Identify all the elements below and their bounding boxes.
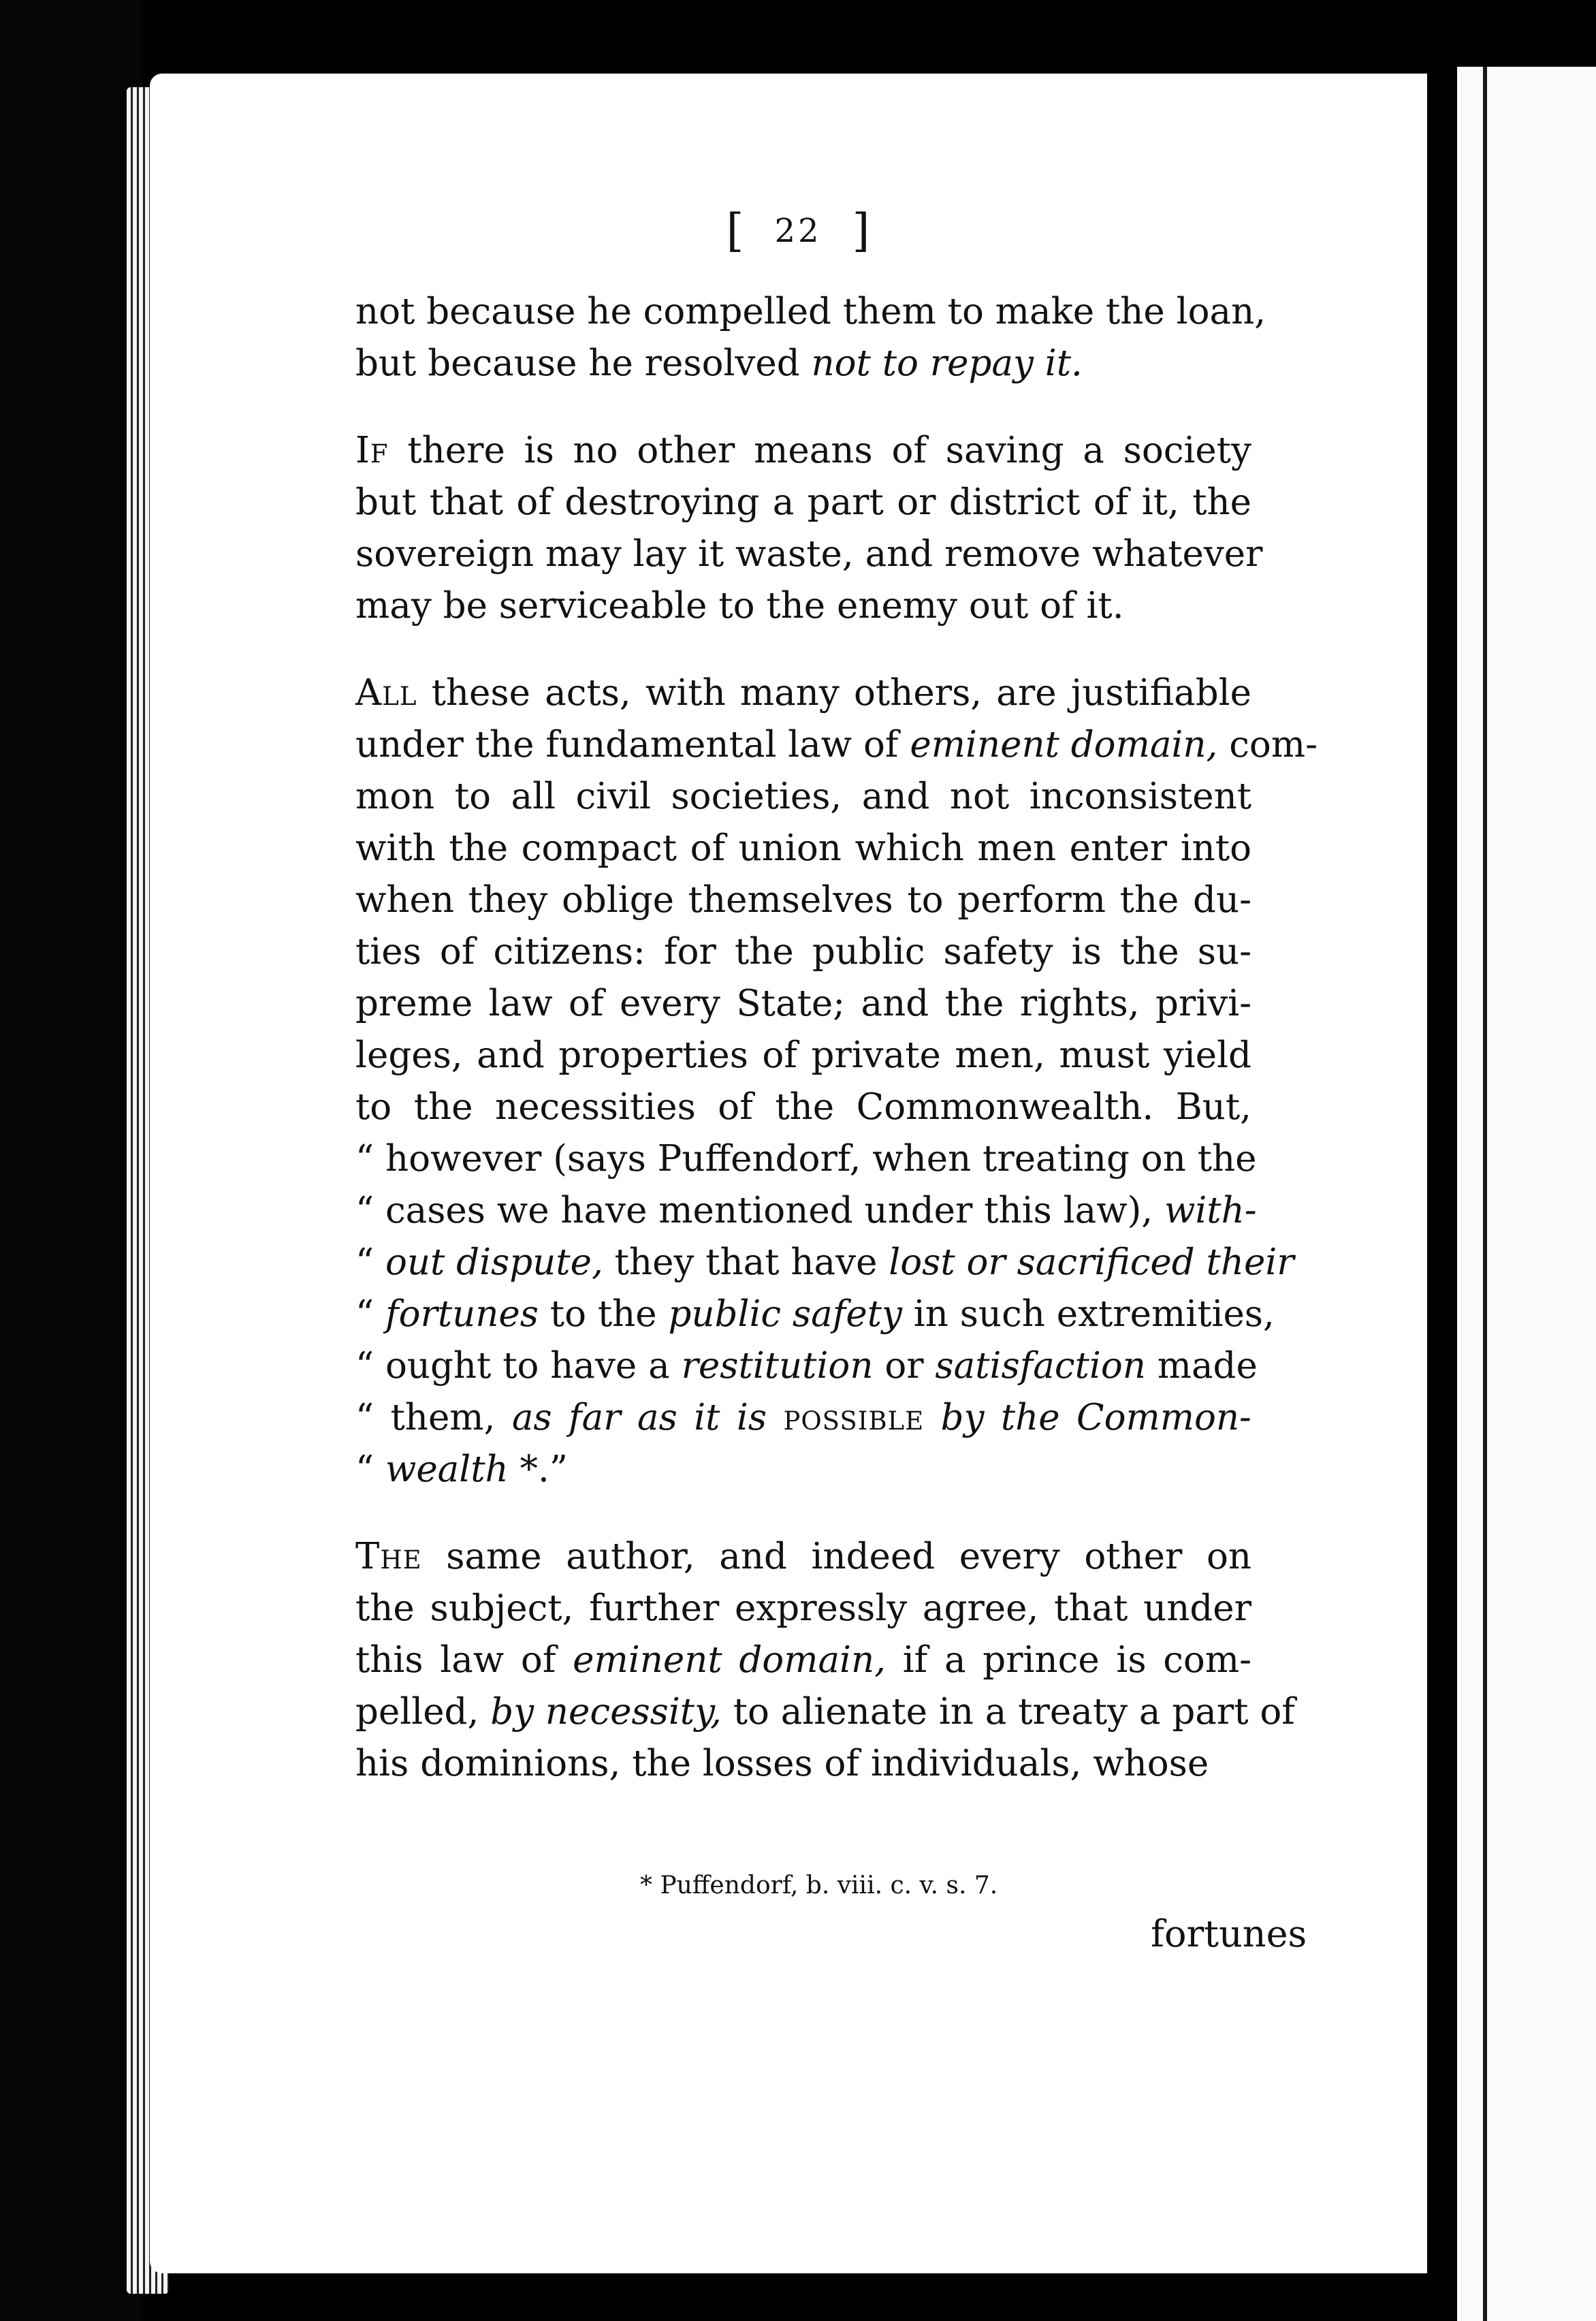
text-line [355,1185,1257,1237]
italic-run: as far as it is [511,1397,767,1438]
paragraph [355,286,1266,390]
paragraph [355,1531,1295,1790]
italic-run: by the Common- [940,1397,1251,1438]
text-run: under the fundamental law of [355,724,910,765]
paragraph-gap [355,390,1251,425]
text-line [355,823,1251,874]
page-number: 22 [774,212,822,250]
text-run: or [873,1345,936,1387]
text-run: but that of destroying a part or district of it, the [355,481,1251,523]
text-line [355,719,1318,771]
text-run: his dominions, the losses of individuals, whose [355,1743,1209,1784]
text-run: but because he resolved [355,343,812,384]
text-run: when they oblige themselves to perform the du- [355,879,1251,921]
text-run: to alienate in a treaty a part of [721,1691,1295,1733]
bracket-left: [ [726,204,744,257]
text-line [355,1444,1251,1496]
italic-run: with- [1164,1190,1257,1231]
footnote: * Puffendorf, b. viii. c. v. s. 7. [640,1872,998,1899]
italic-run: out dispute, [385,1242,603,1283]
text-run: “ [355,1449,385,1490]
text-line [355,477,1251,528]
small-caps-run: All [355,672,417,714]
text-run: mon to all civil societies, and not inconsistent [355,776,1251,817]
text-line [355,1531,1251,1583]
small-caps-run: If [355,430,389,471]
text-line [355,1237,1294,1289]
text-line [355,286,1266,338]
text-line [355,874,1251,926]
small-caps-run: The [355,1536,422,1577]
facing-page-edge [1483,67,1487,2321]
text-run: “ ought to have a [355,1345,682,1387]
text-run: made [1145,1345,1258,1387]
book-gutter [1427,61,1458,2321]
text-run: “ them, [355,1397,512,1438]
text-run: preme law of every State; and the rights, privi- [355,983,1251,1024]
italic-run: wealth [385,1449,509,1490]
paragraph-gap [355,632,1251,667]
text-line [355,528,1263,580]
text-run: may be serviceable to the enemy out of it. [355,585,1124,627]
text-run: sovereign may lay it waste, and remove whatever [355,533,1263,575]
text-run: this law of [355,1639,573,1681]
text-line [355,1133,1257,1185]
paragraph-gap [355,1496,1251,1531]
text-run: to the necessities of the Commonwealth. But, [355,1086,1251,1128]
bracket-right: ] [852,204,870,257]
text-run: leges, and properties of private men, must yield [355,1035,1251,1076]
text-run: they that have [603,1242,889,1283]
running-header [0,204,1596,257]
text-line [355,1686,1295,1738]
text-line [355,1340,1258,1392]
text-run: the subject, further expressly agree, that under [355,1588,1251,1629]
italic-run: restitution [681,1345,874,1387]
text-run [767,1397,783,1438]
text-run: “ cases we have mentioned under this law), [355,1190,1164,1231]
text-line [355,926,1251,978]
facing-page [1457,67,1596,2321]
text-line [355,667,1251,719]
text-line [355,771,1251,823]
text-line [355,425,1251,477]
text-run: if a prince is com- [886,1639,1251,1681]
text-run: not because he compelled them to make the loan, [355,291,1266,332]
text-line [355,1081,1251,1133]
small-caps-run: possible [783,1397,925,1438]
text-run: to the [538,1293,669,1335]
text-run: “ [355,1242,385,1283]
text-run: same author, and indeed every other on [421,1536,1251,1577]
italic-run: fortunes [385,1293,539,1335]
catchword: fortunes [1151,1912,1307,1955]
italic-run: eminent domain, [910,724,1218,765]
text-run: “ [355,1293,385,1335]
italic-run: by necessity, [490,1691,722,1733]
text-run: in such extremities, [901,1293,1275,1335]
text-run: there is no other means of saving a society [388,430,1251,471]
italic-run: eminent domain, [573,1639,886,1681]
italic-run: satisfaction [935,1345,1146,1387]
text-run: ties of citizens: for the public safety is the su- [355,931,1251,973]
text-run: pelled, [355,1691,491,1733]
scan-background-left [0,0,143,2321]
italic-run: not to repay it. [811,343,1083,384]
text-run: with the compact of union which men enter into [355,827,1251,869]
body-text [355,286,1318,1790]
text-run: *.” [508,1449,568,1490]
text-run [924,1397,940,1438]
text-line [355,1030,1251,1081]
text-line [355,978,1251,1030]
text-line [355,1583,1251,1635]
paragraph [355,425,1263,632]
text-line [355,1392,1251,1444]
italic-run: public safety [668,1293,902,1335]
text-line [355,580,1251,632]
text-line [355,1289,1275,1340]
text-line [355,1635,1251,1686]
italic-run: lost or sacrificed their [889,1242,1294,1283]
text-line [355,338,1251,390]
text-run: “ however (says Puffendorf, when treating on the [355,1138,1257,1180]
text-line [355,1738,1251,1790]
text-run: these acts, with many others, are justifiable [417,672,1251,714]
paragraph [355,667,1318,1496]
text-run: com- [1217,724,1318,765]
